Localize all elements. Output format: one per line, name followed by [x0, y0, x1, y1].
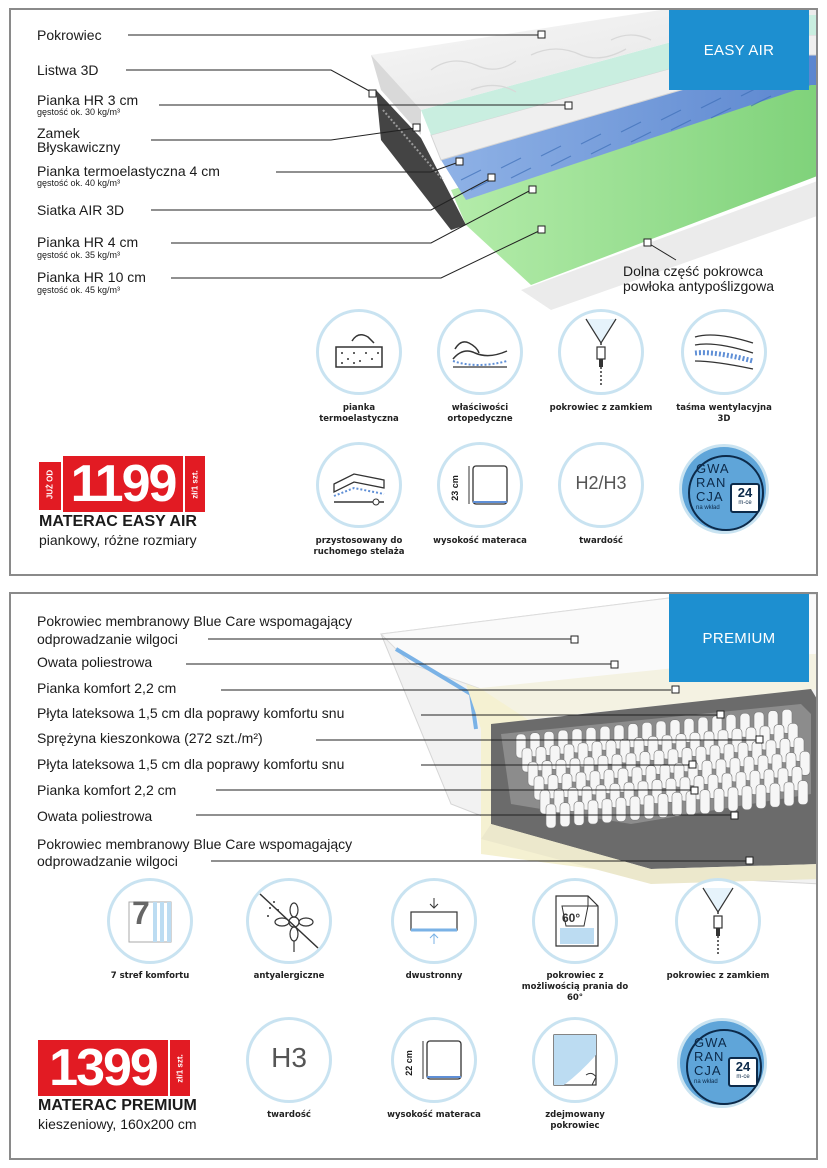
label-comfort-1: Pianka komfort 2,2 cm — [37, 680, 177, 696]
hardness-icon — [558, 442, 644, 528]
label-springs: Sprężyna kieszonkowa (272 szt./m²) — [37, 730, 263, 746]
height-icon — [437, 442, 523, 528]
warranty-premium-unit: m-ce — [736, 1074, 750, 1080]
caption-adjustable-frame: przystosowany do ruchomego stelaża — [313, 536, 405, 557]
price-amount: 1199 — [63, 456, 183, 512]
height-value-premium: 22 cm — [403, 1050, 414, 1076]
density-hr4: gęstość ok. 35 kg/m³ — [37, 250, 121, 260]
pocket-spring — [574, 801, 584, 825]
label-latex-1: Płyta lateksowa 1,5 cm dla poprawy komfortu snu — [37, 705, 345, 721]
label-bottom-1: Dolna część pokrowca — [623, 263, 764, 279]
antiallergic-icon — [246, 878, 332, 964]
label-siatka: Siatka AIR 3D — [37, 202, 125, 218]
label-listwa: Listwa 3D — [37, 62, 99, 78]
warranty-premium-text-2: RAN — [694, 1049, 725, 1064]
price-unit-premium: zł/1 szt. — [175, 1054, 185, 1083]
price-prefix-text: JUŻ OD — [45, 469, 55, 500]
pocket-spring — [756, 785, 766, 809]
warranty-badge — [679, 444, 769, 534]
caption-two-sided: dwustronny — [405, 971, 463, 981]
label-hr4: Pianka HR 4 cm — [37, 234, 139, 250]
zipper-icon — [558, 309, 644, 395]
memory-foam-icon — [316, 309, 402, 395]
product-description: piankowy, różne rozmiary — [39, 532, 197, 548]
caption-seven-zones: 7 stref komfortu — [110, 971, 190, 981]
density-hr10: gęstość ok. 45 kg/m³ — [37, 285, 121, 295]
caption-height-premium: wysokość materaca — [387, 1110, 481, 1120]
price-unit-box — [185, 456, 205, 512]
pocket-spring — [798, 781, 808, 805]
wash-temperature: 60° — [562, 911, 581, 925]
price-unit-box-premium — [170, 1040, 190, 1096]
label-zamek-1: Zamek — [37, 125, 80, 141]
label-pokrowiec: Pokrowiec — [37, 27, 102, 43]
warranty-text-3: CJA — [696, 489, 724, 504]
density-hr3: gęstość ok. 30 kg/m³ — [37, 107, 121, 117]
warranty-text-1: GWA — [696, 461, 730, 476]
warranty-text-2: RAN — [696, 475, 727, 490]
pocket-spring — [742, 786, 752, 810]
orthopedic-icon — [437, 309, 523, 395]
pocket-spring — [770, 783, 780, 807]
label-latex-2: Płyta lateksowa 1,5 cm dla poprawy komfortu snu — [37, 756, 345, 772]
two-sided-icon — [391, 878, 477, 964]
caption-hardness: twardość — [579, 536, 623, 546]
label-cover-1a: Pokrowiec membranowy Blue Care wspomagający — [37, 613, 353, 629]
label-wadding-2: Owata poliestrowa — [37, 808, 153, 824]
caption-hardness-premium: twardość — [267, 1110, 311, 1120]
washable-cover-icon — [532, 878, 618, 964]
pocket-spring — [672, 792, 682, 816]
label-cover-1b: odprowadzanie wilgoci — [37, 631, 178, 647]
caption-zipper: pokrowiec z zamkiem — [549, 403, 653, 413]
seven-zones-icon — [107, 878, 193, 964]
label-comfort-2: Pianka komfort 2,2 cm — [37, 782, 177, 798]
easy-air-panel — [9, 8, 818, 576]
caption-washable-cover: pokrowiec z możliwością prania do 60° — [521, 971, 629, 1003]
product-name: MATERAC EASY AIR — [39, 513, 197, 530]
warranty-unit: m-ce — [738, 500, 752, 506]
zipper-icon-premium — [675, 878, 761, 964]
warranty-text-4: na wkład — [696, 505, 720, 511]
caption-ventilation-tape: taśma wentylacyjna 3D — [676, 403, 772, 424]
pocket-spring — [546, 804, 556, 828]
height-value: 23 cm — [449, 475, 460, 501]
pocket-spring — [630, 796, 640, 820]
caption-memory-foam: pianka termoelastyczna — [319, 403, 399, 424]
ventilation-tape-icon — [681, 309, 767, 395]
adjustable-frame-icon — [316, 442, 402, 528]
warranty-premium-text-3: CJA — [694, 1063, 722, 1078]
price-prefix — [39, 462, 61, 510]
label-zamek-2: Błyskawiczny — [37, 139, 121, 155]
caption-orthopedic: właściwości ortopedyczne — [447, 403, 513, 424]
pocket-spring — [686, 791, 696, 815]
pocket-spring — [728, 787, 738, 811]
warranty-badge-premium — [677, 1018, 767, 1108]
pocket-spring — [588, 800, 598, 824]
premium-badge: PREMIUM — [669, 594, 809, 682]
pocket-spring — [700, 790, 710, 814]
product-description-premium: kieszeniowy, 160x200 cm — [38, 1116, 197, 1132]
price-amount-premium: 1399 — [38, 1040, 168, 1096]
pocket-spring — [714, 788, 724, 812]
label-hr10: Pianka HR 10 cm — [37, 269, 146, 285]
density-termo: gęstość ok. 40 kg/m³ — [37, 178, 121, 188]
zones-value: 7 — [132, 895, 150, 931]
height-icon-premium — [391, 1017, 477, 1103]
warranty-months-box — [730, 483, 760, 513]
warranty-premium-text-1: GWA — [694, 1035, 728, 1050]
price-unit: zł/1 szt. — [190, 470, 200, 499]
easy-air-badge: EASY AIR — [669, 10, 809, 90]
warranty-months: 24 — [737, 485, 753, 500]
label-cover-2a: Pokrowiec membranowy Blue Care wspomagający — [37, 836, 353, 852]
removable-cover-icon — [532, 1017, 618, 1103]
caption-antiallergic: antyalergiczne — [253, 971, 325, 981]
warranty-premium-months: 24 — [735, 1059, 751, 1074]
warranty-premium-months-box — [728, 1057, 758, 1087]
product-name-premium: MATERAC PREMIUM — [38, 1097, 197, 1114]
hardness-value-premium: H3 — [271, 1042, 307, 1073]
pocket-spring — [784, 782, 794, 806]
pocket-spring — [616, 798, 626, 822]
caption-removable-cover: zdejmowany pokrowiec — [545, 1110, 605, 1131]
premium-panel — [9, 592, 818, 1160]
label-bottom-2: powłoka antypoślizgowa — [623, 278, 774, 294]
pocket-spring — [602, 799, 612, 823]
caption-height: wysokość materaca — [433, 536, 527, 546]
hardness-icon-premium — [246, 1017, 332, 1103]
caption-zipper-premium: pokrowiec z zamkiem — [666, 971, 770, 981]
pocket-spring — [658, 794, 668, 818]
warranty-premium-text-4: na wkład — [694, 1079, 718, 1085]
label-termo: Pianka termoelastyczna 4 cm — [37, 163, 220, 179]
label-wadding-1: Owata poliestrowa — [37, 654, 153, 670]
label-cover-2b: odprowadzanie wilgoci — [37, 853, 178, 869]
label-hr3: Pianka HR 3 cm — [37, 92, 139, 108]
hardness-value: H2/H3 — [575, 473, 627, 493]
